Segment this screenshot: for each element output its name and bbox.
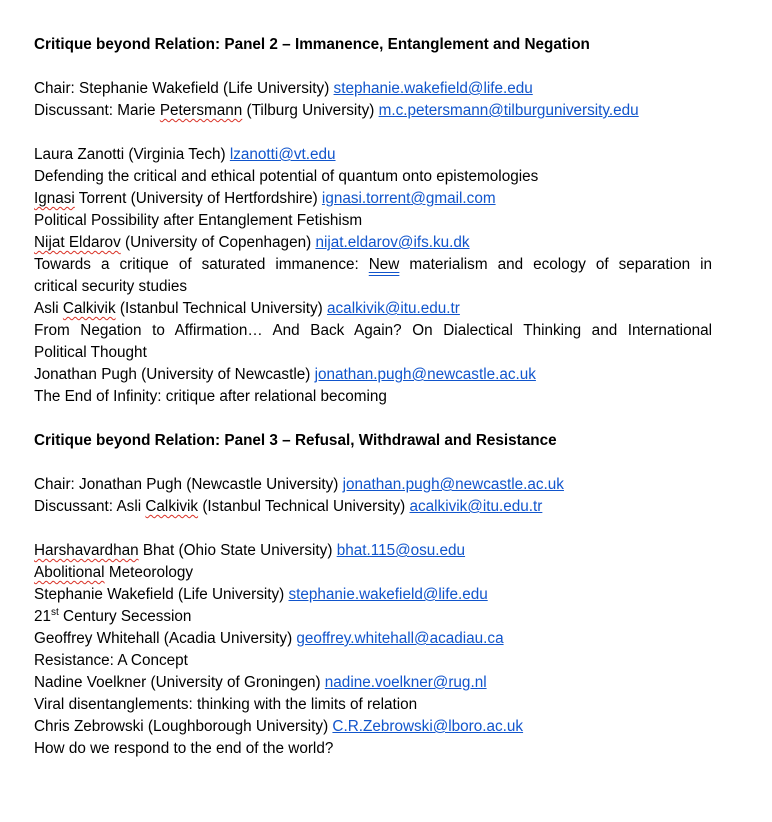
talk-title-continued: Political Thought bbox=[34, 344, 147, 361]
spellcheck-flagged-word[interactable]: Nijat Eldarov bbox=[34, 234, 121, 251]
speaker-line bbox=[34, 298, 712, 320]
speaker-line bbox=[34, 188, 712, 210]
speaker-email-link[interactable]: acalkivik@itu.edu.tr bbox=[327, 300, 460, 317]
speaker-affiliation: (Istanbul Technical University) bbox=[115, 300, 328, 317]
panel3-heading: Critique beyond Relation: Panel 3 – Refusal, Withdrawal and Resistance bbox=[34, 432, 557, 449]
speaker-email-link[interactable]: geoffrey.whitehall@acadiau.ca bbox=[296, 630, 504, 647]
speaker-affiliation: Torrent (University of Hertfordshire) bbox=[74, 190, 322, 207]
discussant-email-link[interactable]: m.c.petersmann@tilburguniversity.edu bbox=[378, 102, 639, 119]
speaker-affiliation: Bhat (Ohio State University) bbox=[138, 542, 337, 559]
panel3-chair bbox=[34, 474, 712, 496]
title-part: 21 bbox=[34, 608, 52, 625]
speaker-affiliation: (Acadia University) bbox=[159, 630, 297, 647]
talk-title bbox=[34, 562, 712, 584]
discussant-email-link[interactable]: acalkivik@itu.edu.tr bbox=[409, 498, 543, 515]
speaker-name: Laura Zanotti bbox=[34, 146, 125, 163]
panel2-chair bbox=[34, 78, 712, 100]
title-part: Towards a critique of saturated immanence: bbox=[34, 256, 369, 273]
speaker-affiliation: (University of Groningen) bbox=[146, 674, 325, 691]
speaker-line bbox=[34, 232, 712, 254]
panel2-discussant bbox=[34, 100, 712, 122]
speaker-affiliation: (Loughborough University) bbox=[143, 718, 333, 735]
speaker-name: Asli bbox=[34, 300, 63, 317]
ordinal-superscript: st bbox=[51, 606, 59, 618]
speaker-line bbox=[34, 628, 712, 650]
speaker-email-link[interactable]: lzanotti@vt.edu bbox=[229, 146, 336, 163]
title-part: Meteorology bbox=[104, 564, 194, 581]
speaker-line bbox=[34, 716, 712, 738]
speaker-line bbox=[34, 364, 712, 386]
chair-email-link[interactable]: stephanie.wakefield@life.edu bbox=[333, 80, 533, 97]
speaker-line bbox=[34, 672, 712, 694]
speaker-email-link[interactable]: bhat.115@osu.edu bbox=[336, 542, 466, 559]
speaker-name: Stephanie Wakefield bbox=[34, 586, 174, 603]
talk-title: Viral disentanglements: thinking with the limits of relation bbox=[34, 696, 418, 713]
talk-title bbox=[34, 254, 712, 276]
speaker-affiliation: (University of Copenhagen) bbox=[120, 234, 316, 251]
grammar-flagged-word[interactable]: New bbox=[368, 256, 400, 273]
title-part: materialism and ecology of separation in bbox=[399, 256, 712, 273]
talk-title: The End of Infinity: critique after relational becoming bbox=[34, 388, 387, 405]
chair-label: Chair: Stephanie Wakefield (Life University) bbox=[34, 80, 334, 97]
talk-title bbox=[34, 606, 712, 628]
speaker-line bbox=[34, 540, 712, 562]
spellcheck-flagged-word[interactable]: Harshavardhan bbox=[34, 542, 139, 559]
document-body bbox=[34, 34, 712, 760]
talk-title: Political Possibility after Entanglement Fetishism bbox=[34, 212, 363, 229]
panel3-discussant bbox=[34, 496, 712, 518]
speaker-email-link[interactable]: nadine.voelkner@rug.nl bbox=[324, 674, 487, 691]
spellcheck-flagged-word[interactable]: Calkivik bbox=[62, 300, 116, 317]
speaker-email-link[interactable]: jonathan.pugh@newcastle.ac.uk bbox=[314, 366, 536, 383]
discussant-affiliation: (Tilburg University) bbox=[242, 102, 379, 119]
speaker-name: Nadine Voelkner bbox=[34, 674, 147, 691]
spellcheck-flagged-word[interactable]: Ignasi bbox=[34, 190, 75, 207]
spellcheck-flagged-word[interactable]: Abolitional bbox=[34, 564, 105, 581]
talk-title: How do we respond to the end of the world? bbox=[34, 740, 334, 757]
talk-title-continued: critical security studies bbox=[34, 278, 188, 295]
speaker-email-link[interactable]: nijat.eldarov@ifs.ku.dk bbox=[315, 234, 470, 251]
speaker-affiliation: (Virginia Tech) bbox=[124, 146, 230, 163]
title-part: Century Secession bbox=[58, 608, 192, 625]
speaker-name: Geoffrey Whitehall bbox=[34, 630, 160, 647]
speaker-line bbox=[34, 144, 712, 166]
speaker-name: Jonathan Pugh bbox=[34, 366, 137, 383]
discussant-label: Discussant: Marie bbox=[34, 102, 160, 119]
discussant-affiliation: (Istanbul Technical University) bbox=[198, 498, 410, 515]
chair-label: Chair: Jonathan Pugh (Newcastle University) bbox=[34, 476, 343, 493]
spellcheck-flagged-word[interactable]: Petersmann bbox=[159, 102, 243, 119]
speaker-email-link[interactable]: C.R.Zebrowski@lboro.ac.uk bbox=[332, 718, 524, 735]
talk-title: Defending the critical and ethical potential of quantum onto epistemologies bbox=[34, 168, 539, 185]
discussant-label: Discussant: Asli bbox=[34, 498, 146, 515]
speaker-email-link[interactable]: stephanie.wakefield@life.edu bbox=[288, 586, 488, 603]
chair-email-link[interactable]: jonathan.pugh@newcastle.ac.uk bbox=[342, 476, 564, 493]
speaker-name: Chris Zebrowski bbox=[34, 718, 144, 735]
talk-title: Resistance: A Concept bbox=[34, 652, 188, 669]
speaker-affiliation: (Life University) bbox=[173, 586, 289, 603]
talk-title: From Negation to Affirmation… And Back Again? On Dialectical Thinking and International bbox=[34, 322, 712, 339]
speaker-line bbox=[34, 584, 712, 606]
speaker-affiliation: (University of Newcastle) bbox=[136, 366, 315, 383]
spellcheck-flagged-word[interactable]: Calkivik bbox=[145, 498, 199, 515]
panel2-heading: Critique beyond Relation: Panel 2 – Immanence, Entanglement and Negation bbox=[34, 36, 590, 53]
speaker-email-link[interactable]: ignasi.torrent@gmail.com bbox=[321, 190, 496, 207]
